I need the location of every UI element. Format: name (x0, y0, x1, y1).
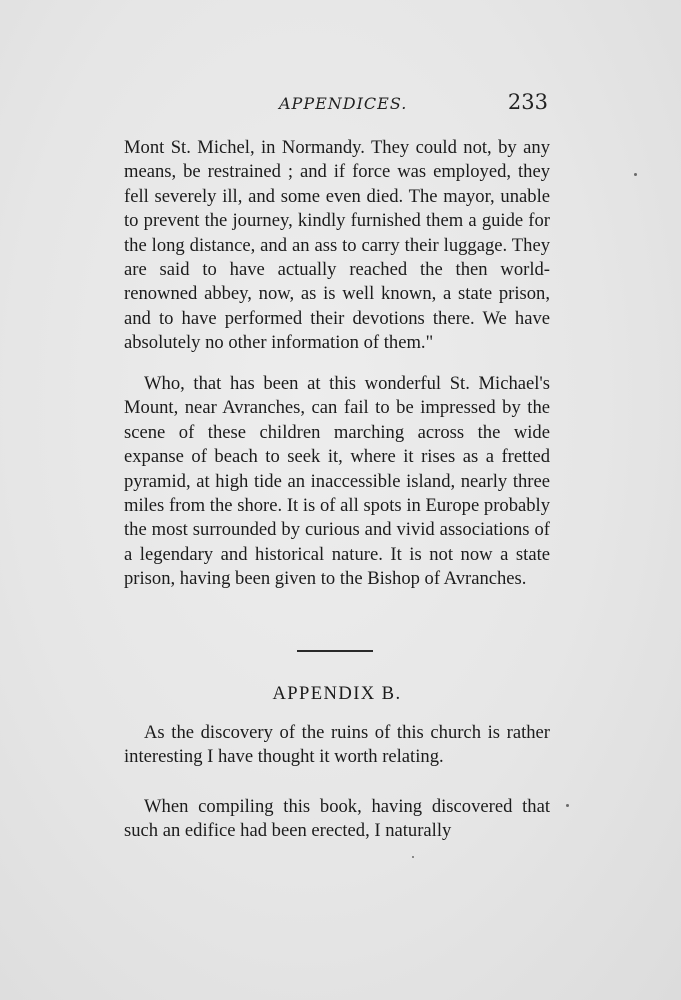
mount-paragraph (124, 372, 550, 592)
page-number: 233 (507, 90, 548, 114)
paragraph-text: When compiling this book, having discovered that such an edifice had been erected, I naturally (124, 796, 550, 842)
running-title: APPENDICES. (279, 94, 408, 113)
ink-speck (412, 856, 414, 858)
paragraph-text: As the discovery of the ruins of this church is rather interesting I have thought it worth relating. (124, 722, 550, 768)
appendix-paragraph-1 (124, 721, 550, 770)
continuation-paragraph (124, 136, 550, 356)
paragraph-text: Who, that has been at this wonderful St. Michael's Mount, near Avranches, can fail to be impressed by the scene of these children marching across the wide expanse of beach to seek it, where it rises as a fretted pyramid, at high tide an inaccessible island, nearly three miles from the shore. It is of all spots in Europe probably the most surrounded by curious and vivid associations of a legendary and historical nature. It is not now a state prison, having been given to the Bishop of Avranches. (124, 373, 550, 590)
appendix-paragraph-2 (124, 795, 550, 844)
paragraph-text: Mont St. Michel, in Normandy. They could not, by any means, be restrained ; and if force was employed, they fell severely ill, and some even died. The mayor, unable to prevent the journey, kindly furnished them a guide for the long distance, and an ass to carry their luggage. They are said to have actually reached the then world-renowned abbey, now, as is well known, a state prison, and to have performed their devotions there. We have absolutely no other information of them." (124, 137, 550, 354)
ink-speck (634, 173, 637, 176)
section-divider (297, 650, 373, 652)
ink-speck (566, 804, 569, 807)
running-head (124, 90, 548, 124)
appendix-heading: APPENDIX B. (272, 683, 402, 704)
